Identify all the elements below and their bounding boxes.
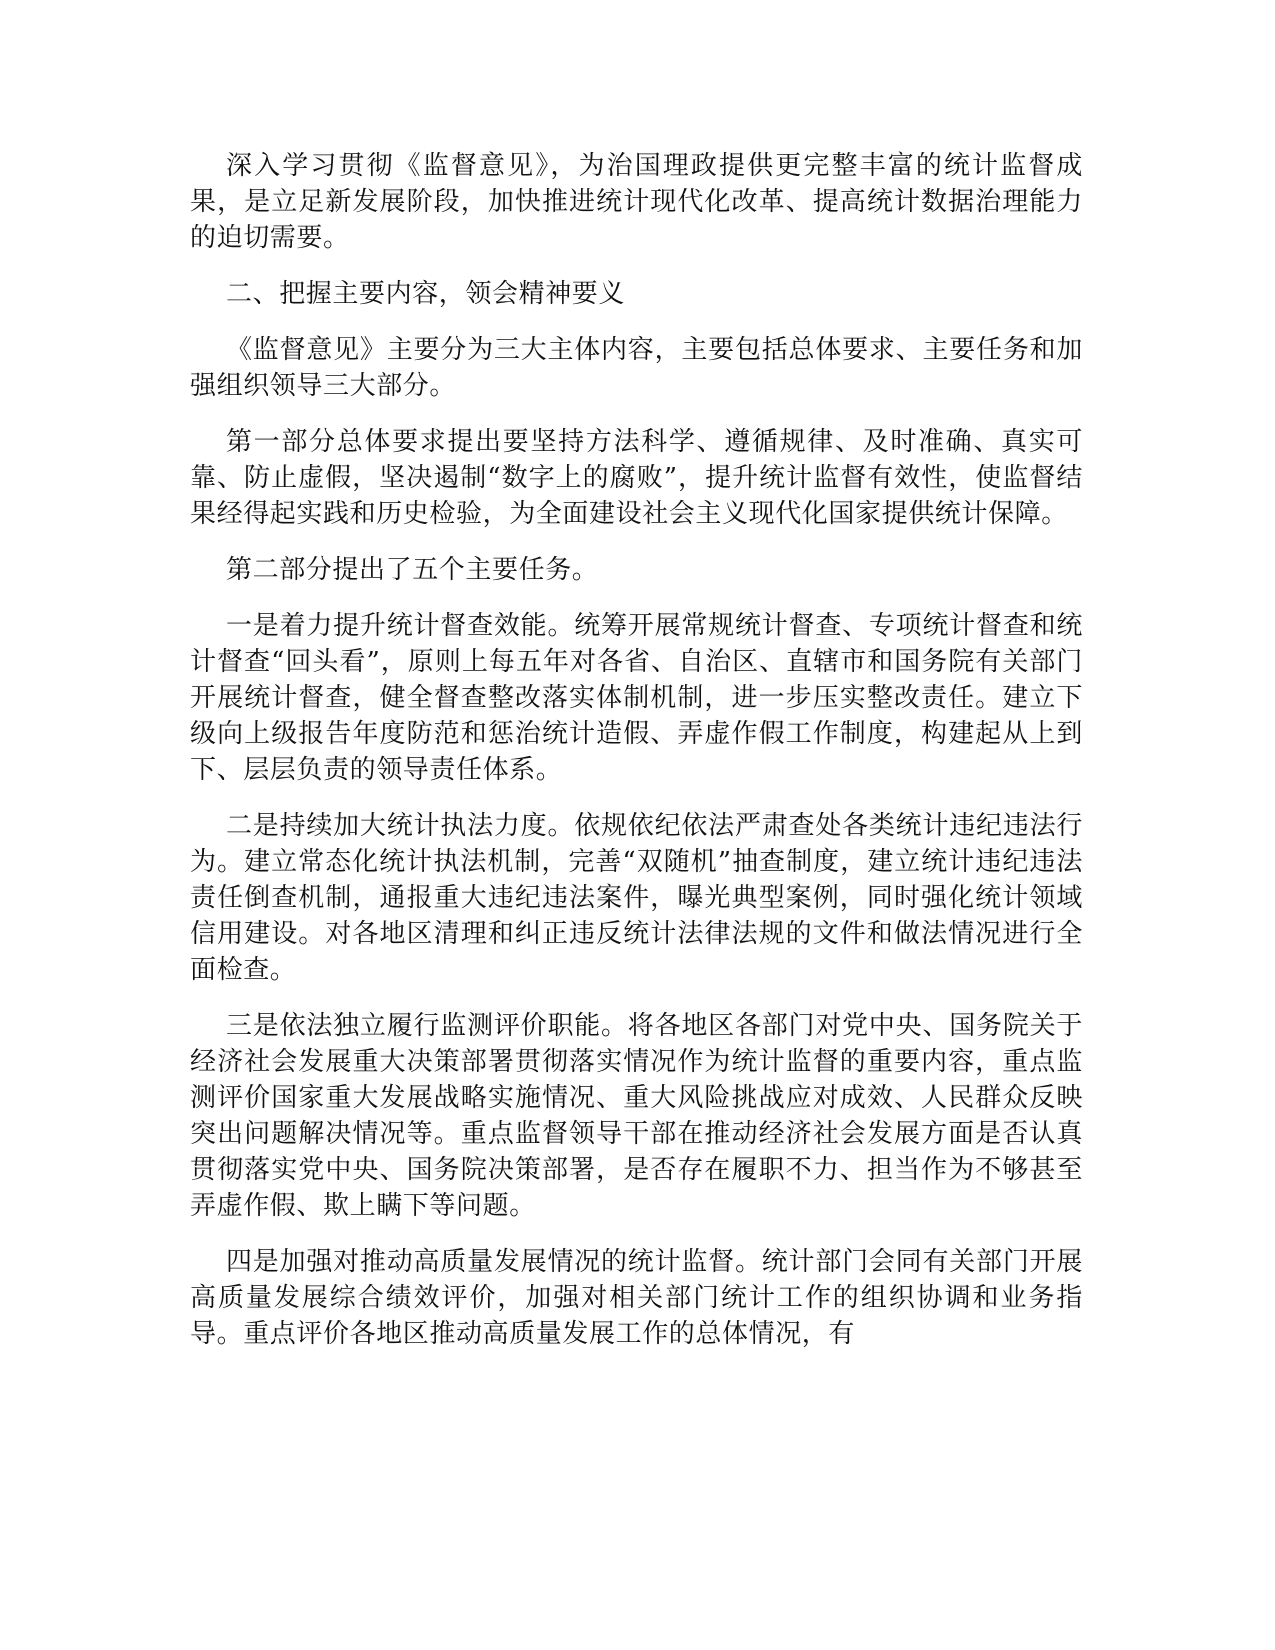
- document-body: [190, 148, 1083, 1372]
- paragraph-task-1: 一是着力提升统计督查效能。统筹开展常规统计督查、专项统计督查和统计督查“回头看”，原则上每五年对各省、自治区、直辖市和国务院有关部门开展统计督查，健全督查整改落实体制机制，进一步压实整改责任。建立下级向上级报告年度防范和惩治统计造假、弄虚作假工作制度，构建起从上到下、层层负责的领导责任体系。: [190, 611, 1083, 785]
- paragraph-part-two: 第二部分提出了五个主要任务。: [226, 555, 599, 585]
- paragraph-task-2: 二是持续加大统计执法力度。依规依纪依法严肃查处各类统计违纪违法行为。建立常态化统计执法机制，完善“双随机”抽查制度，建立统计违纪违法责任倒查机制，通报重大违纪违法案件，曝光典型案例，同时强化统计领域信用建设。对各地区清理和纠正违反统计法律法规的文件和做法情况进行全面检查。: [190, 811, 1083, 985]
- paragraph-task-3: 三是依法独立履行监测评价职能。将各地区各部门对党中央、国务院关于经济社会发展重大决策部署贯彻落实情况作为统计监督的重要内容，重点监测评价国家重大发展战略实施情况、重大风险挑战应对成效、人民群众反映突出问题解决情况等。重点监督领导干部在推动经济社会发展方面是否认真贯彻落实党中央、国务院决策部署，是否存在履职不力、担当作为不够甚至弄虚作假、欺上瞒下等问题。: [190, 1011, 1083, 1221]
- paragraph-task-4: 四是加强对推动高质量发展情况的统计监督。统计部门会同有关部门开展高质量发展综合绩效评价，加强对相关部门统计工作的组织协调和业务指导。重点评价各地区推动高质量发展工作的总体情况，有: [190, 1247, 1083, 1349]
- paragraph-part-one: 第一部分总体要求提出要坚持方法科学、遵循规律、及时准确、真实可靠、防止虚假，坚决遏制“数字上的腐败”，提升统计监督有效性，使监督结果经得起实践和历史检验，为全面建设社会主义现代化国家提供统计保障。: [190, 427, 1083, 529]
- paragraph-intro: 深入学习贯彻《监督意见》，为治国理政提供更完整丰富的统计监督成果，是立足新发展阶段，加快推进统计现代化改革、提高统计数据治理能力的迫切需要。: [190, 151, 1083, 253]
- paragraph-overview: 《监督意见》主要分为三大主体内容，主要包括总体要求、主要任务和加强组织领导三大部分。: [190, 335, 1083, 401]
- section-heading-2: 二、把握主要内容，领会精神要义: [226, 279, 626, 309]
